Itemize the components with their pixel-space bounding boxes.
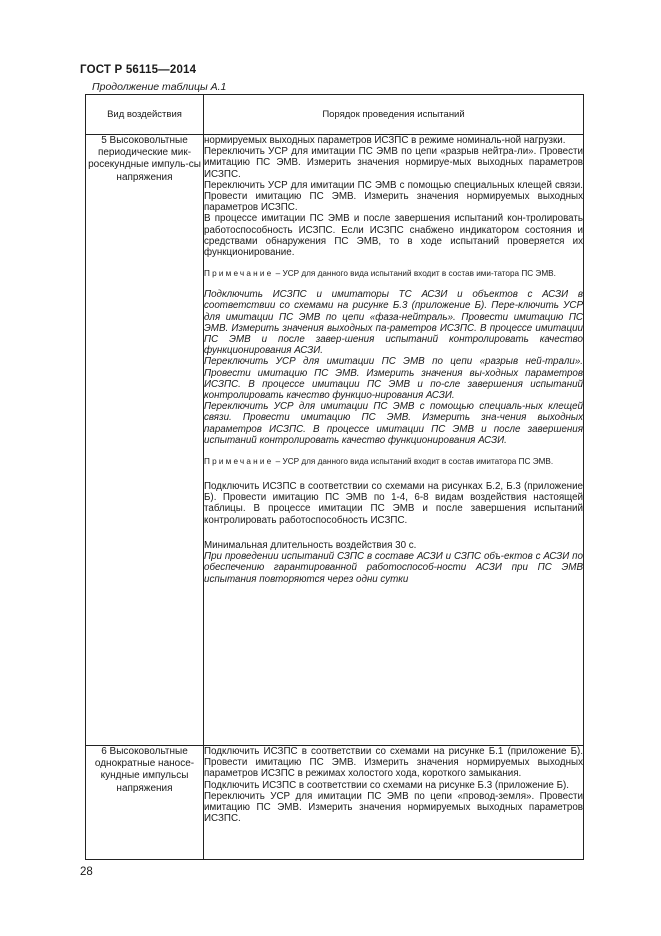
procedure-paragraph: В процессе имитации ПС ЭМВ и после завершения испытаний кон-тролировать работоспособность ИСЗПС. Если ИСЗПС снабжено индикатором состояния и средствами обнаружения ПС ЭМВ, то в ходе испытаний проверяется их функционирование.	[204, 213, 583, 259]
note-label: Примечание	[204, 269, 274, 279]
procedure-paragraph: Переключить УСР для имитации ПС ЭМВ по цепи «провод-земля». Провести имитацию ПС ЭМВ. Измерить значения нормируемых выходных параметров ИСЗПС.	[204, 790, 583, 825]
procedure-paragraph: Подключить ИСЗПС в соответствии со схемами на рисунке Б.1 (приложение Б). Провести имитацию ПС ЭМВ. Измерить значения нормируемых выходных параметров ИСЗПС в режимах холостого хода, короткого замыкания.	[204, 746, 583, 780]
procedure-paragraph-italic: Переключить УСР для имитации ПС ЭМВ по цепи «разрыв ней-трали». Провести имитацию ПС ЭМВ. Измерить значения вы-ходных параметров ИСЗПС. В процессе имитации ПС ЭМВ и по-сле завершения испытаний контролировать качество функцио-нирования АСЗИ.	[204, 356, 583, 402]
tests-table	[85, 94, 584, 860]
procedure-paragraph: нормируемых выходных параметров ИСЗПС в режиме номиналь-ной нагрузки.	[204, 135, 566, 146]
note	[204, 268, 583, 279]
page-number: 28	[80, 866, 93, 878]
procedure-cell	[204, 746, 584, 860]
table-header-row	[86, 95, 584, 135]
table-caption: Продолжение таблицы А.1	[92, 81, 227, 93]
note	[204, 456, 583, 467]
note-label: Примечание	[204, 457, 274, 467]
note-text: – УСР для данного вида испытаний входит в состав ими-татора ПС ЭМВ.	[273, 269, 556, 279]
note-text: – УСР для данного вида испытаний входит в состав имитатора ПС ЭМВ.	[273, 457, 554, 467]
impact-type-cell: 5 Высоковольтные периодические мик-росекундные импуль-сы напряжения	[86, 135, 204, 746]
procedure-paragraph-italic: При проведении испытаний СЗПС в составе АСЗИ и СЗПС объ-ектов с АСЗИ по обеспечению гарантированной работоспособ-ности АСЗИ при ПС ЭМВ испытания повторяются через одни сутки	[204, 551, 583, 585]
procedure-paragraph: Минимальная длительность воздействия 30 с.	[204, 539, 417, 551]
procedure-cell	[204, 135, 584, 746]
table-row	[86, 135, 584, 746]
procedure-paragraph-italic: Переключить УСР для имитации ПС ЭМВ с помощью специаль-ных клещей связи. Провести имитацию ПС ЭМВ. Измерить зна-чения выходных параметров ИСЗПС. В процессе имитации ПС ЭМВ и после завершения испытаний контролировать качество функционирования АСЗИ.	[204, 401, 583, 446]
procedure-paragraph: Переключить УСР для имитации ПС ЭМВ с помощью специальных клещей связи. Провести имитацию ПС ЭМВ. Измерить значения нормируемых выходных параметров ИСЗПС.	[204, 179, 583, 214]
header-test-procedure: Порядок проведения испытаний	[204, 95, 584, 135]
procedure-paragraph: Переключить УСР для имитации ПС ЭМВ по цепи «разрыв нейтра-ли». Провести имитацию ПС ЭМВ. Измерить значения нормируе-мых выходных параметров ИСЗПС.	[204, 146, 583, 180]
header-impact-type: Вид воздействия	[86, 95, 204, 135]
table-row	[86, 746, 584, 860]
procedure-paragraph-italic: Подключить ИСЗПС и имитаторы ТС АСЗИ и объектов с АСЗИ в соответствии со схемами на рисунке Б.3 (приложение Б). Пере-ключить УСР для имитации ПС ЭМВ по цепи «фаза-нейтраль». Провести имитацию ПС ЭМВ. Измерить значения выходных па-раметров ИСЗПС. В процессе имитации ПС ЭМВ и после завер-шения испытаний контролировать качество функционирования АСЗИ.	[204, 289, 583, 357]
procedure-paragraph: Подключить ИСЗПС в соответствии со схемами на рисунках Б.2, Б.3 (приложение Б). Провести имитацию ПС ЭМВ по 1-4, 6-8 видам воздействия настоящей таблицы. В процессе имитации ПС ЭМВ и после завершения испытаний контролировать работоспособность ИСЗПС.	[204, 481, 583, 526]
document-code: ГОСТ Р 56115—2014	[80, 64, 197, 76]
procedure-paragraph: Подключить ИСЗПС в соответствии со схемами на рисунке Б.3 (приложение Б).	[204, 779, 569, 791]
impact-type-cell: 6 Высоковольтные однократные наносе-кундные импульсы напряжения	[86, 746, 204, 860]
